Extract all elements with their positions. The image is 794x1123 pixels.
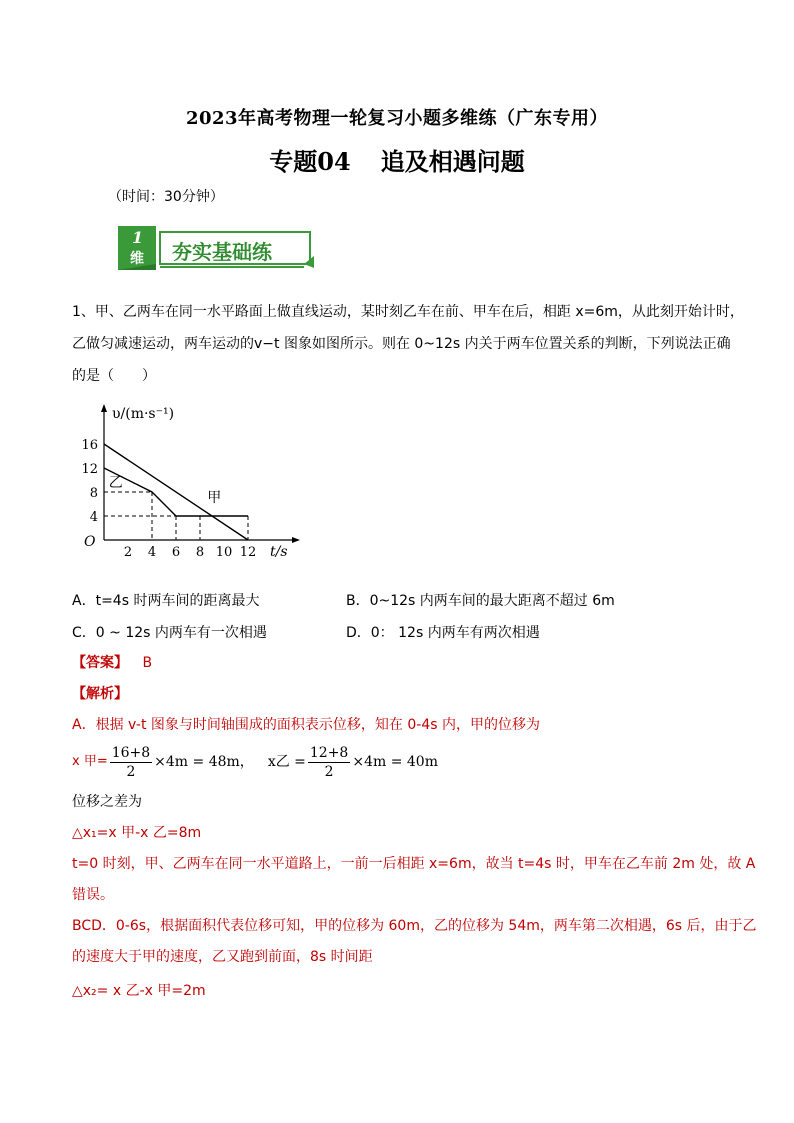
eq-yi-label: x乙 = [267,754,306,770]
answer-label: 【答案】 [72,655,128,671]
eq-yi-num: 12+8 [309,744,349,761]
analysis-p5: 错误。 [72,887,114,903]
topic-number: 专题04 [269,147,351,176]
option-a: A．t=4s 时两车间的距离最大 [72,593,260,609]
eq-yi-fraction [308,744,350,781]
x-tick-label: 10 [215,545,233,560]
y-tick-label: 12 [81,462,98,477]
analysis-p7: 的速度大于甲的速度，乙又跑到前面，8s 时间距 [72,949,373,965]
banner-wei: 维 [130,251,144,267]
question-line-1: 1、甲、乙两车在同一水平路面上做直线运动，某时刻乙车在前、甲车在后，相距 x=6m，从此刻开始计时， [72,304,744,320]
analysis-p2: 位移之差为 [72,794,142,810]
document-title: 2023年高考物理一轮复习小题多维练（广东专用） [185,108,609,129]
analysis-p1: A．根据 v-t 图象与时间轴围成的面积表示位移，知在 0-4s 内，甲的位移为 [72,717,540,733]
analysis-label: 【解析】 [72,686,128,702]
y-tick-label: 16 [81,438,98,453]
topic-title [0,142,794,177]
vt-graph [78,400,318,574]
analysis-p8: △x₂= x 乙-x 甲=2m [72,983,206,999]
equation-line [72,740,438,784]
time-limit: （时间：30分钟） [108,189,224,205]
analysis-p3: △x₁=x 甲-x 乙=8m [72,825,202,841]
analysis-p4: t=0 时刻，甲、乙两车在同一水平道路上，一前一后相距 x=6m，故当 t=4s 时，甲车在乙车前 2m 处，故 A [72,856,756,872]
eq-jia-result: ×4m = 48m， [154,754,254,770]
eq-jia-fraction [110,744,152,781]
x-tick-label: 2 [123,545,133,560]
x-tick-label: 8 [195,545,205,560]
origin-label: O [84,534,96,550]
x-axis-arrow [292,537,300,543]
x-tick-label: 6 [171,545,181,560]
eq-yi-result: ×4m = 40m [352,754,438,770]
x-tick-label: 4 [147,545,157,560]
option-d: D．0： 12s 内两车有两次相遇 [346,625,540,641]
answer-value: B [142,655,153,671]
question-line-2: 乙做匀减速运动，两车运动的v−t 图象如图所示。则在 0~12s 内关于两车位置关系的判断，下列说法正确 [72,336,731,352]
answer [72,653,152,673]
x-axis-label: t/s [270,544,288,560]
section-banner [118,224,318,272]
option-b: B．0~12s 内两车间的最大距离不超过 6m [346,593,615,609]
topic-name: 追及相遇问题 [380,147,525,176]
banner-number: 1 [132,228,144,247]
series-label-yi: 乙 [108,475,123,492]
eq-jia-den: 2 [126,763,136,780]
eq-jia-num: 16+8 [111,744,151,761]
analysis-p6: BCD．0-6s，根据面积代表位移可知，甲的位移为 60m，乙的位移为 54m，两车第二次相遇，6s 后，由于乙 [72,918,757,934]
x-tick-label: 12 [239,545,257,560]
y-tick-label: 4 [89,510,98,525]
eq-jia-label: x 甲= [72,754,108,769]
eq-yi-den: 2 [324,763,334,780]
question-line-3: 的是（ ） [72,368,156,384]
option-c: C．0 ~ 12s 内两车有一次相遇 [72,625,267,641]
y-axis-label: υ/(m·s⁻¹) [112,406,175,422]
banner-label: 夯实基础练 [172,240,272,264]
y-tick-label: 8 [89,486,98,501]
series-label-jia: 甲 [207,490,222,507]
y-axis-arrow [101,404,107,412]
